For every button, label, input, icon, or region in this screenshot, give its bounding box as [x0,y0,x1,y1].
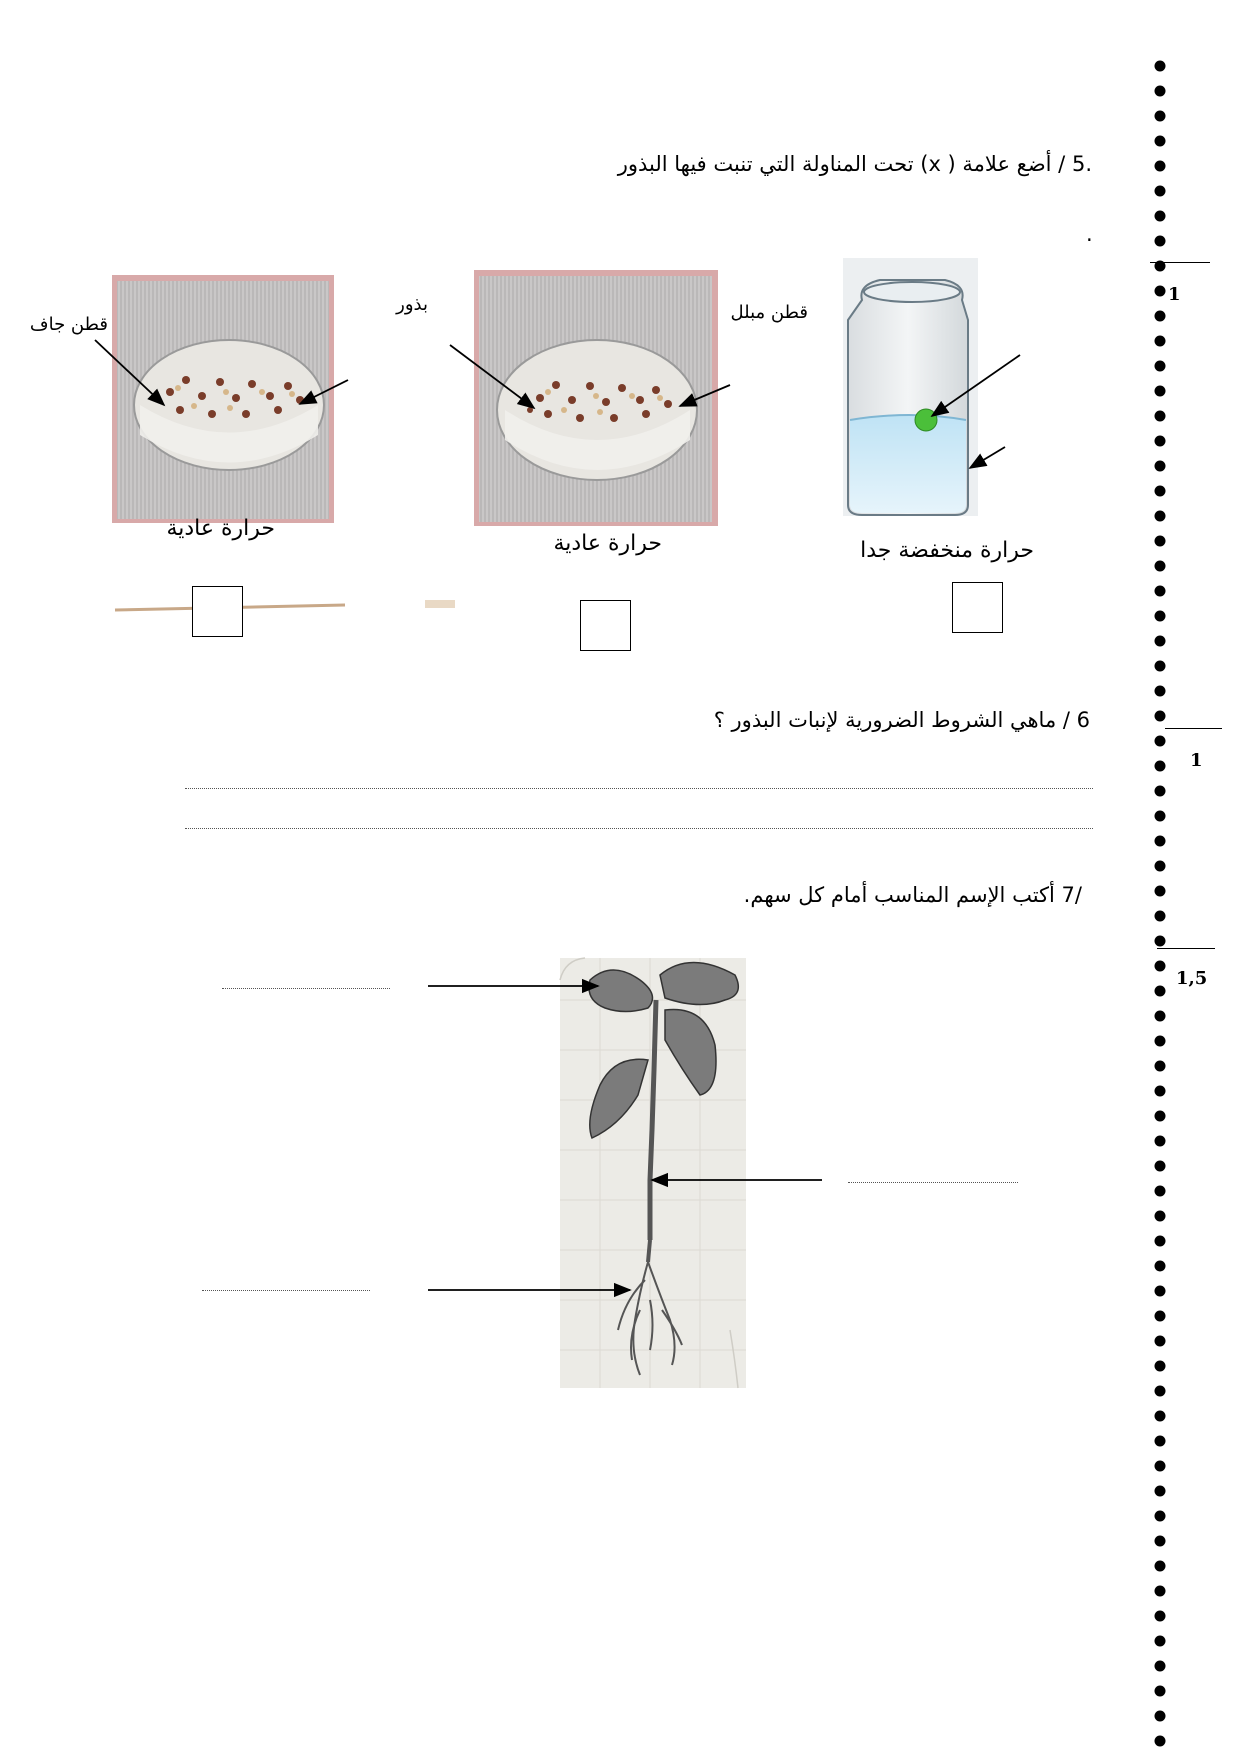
answer-line-stem[interactable] [848,1182,1018,1183]
score-q5: 1 [1168,284,1181,305]
answer-box-normal-temp-left[interactable] [192,586,243,637]
jar-image [843,258,1020,516]
dish-image-middle [450,270,730,526]
label-dry-cotton: قطن جاف [29,314,108,335]
answer-line-q6-1[interactable] [185,788,1093,789]
score-q6: 1 [1190,750,1203,771]
stray-dot: . [1086,222,1093,246]
answer-line-roots[interactable] [202,1290,370,1291]
answer-line-q6-2[interactable] [185,828,1093,829]
score-divider-q7 [1157,948,1215,949]
plant-image [560,958,746,1388]
question-6: 6 / ماهي الشروط الضرورية لإنبات البذور ؟ [713,708,1090,732]
answer-line-leaves[interactable] [222,988,390,989]
caption-normal-temp-middle: حرارة عادية [553,531,662,556]
answer-box-very-low-temp[interactable] [952,582,1003,633]
answer-box-normal-temp-middle[interactable] [580,600,631,651]
question-7: /7 أكتب الإسم المناسب أمام كل سهم. [743,883,1082,907]
question-5: .5 / أضع علامة ( x) تحت المناولة التي تنبت فيها البذور [617,152,1092,176]
caption-very-low-temp: حرارة منخفضة جدا [860,538,1034,563]
binding-dots [1155,61,1166,1747]
score-divider-q5 [1150,262,1210,263]
caption-normal-temp-left: حرارة عادية [166,516,275,541]
score-divider-q6 [1165,728,1222,729]
dish-image-left [95,275,455,610]
label-wet-cotton: قطن مبلل [730,302,808,323]
score-q7: 1,5 [1176,968,1208,989]
label-seeds: بذور [396,294,428,315]
